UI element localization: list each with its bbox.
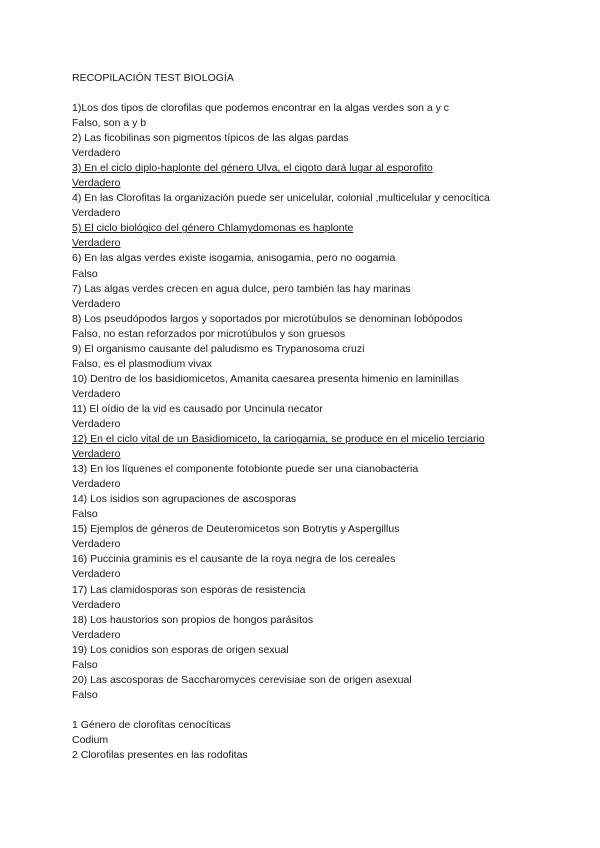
text-line: Verdadero [72,448,121,461]
text-line: Verdadero [72,147,121,160]
text-line: 14) Los isidios son agrupaciones de ascosporas [72,493,297,506]
text-line: Codium [72,733,109,746]
blank-line [72,703,542,718]
text-line: 4) En las Clorofitas la organización puede ser unicelular, colonial ,multicelular y cenocítica [72,192,490,205]
text-line: 2 Clorofilas presentes en las rodofitas [72,749,248,762]
text-line: 8) Los pseudópodos largos y soportados por microtúbulos se denominan lobópodos [72,312,463,325]
text-line: 18) Los haustorios son propios de hongos parásitos [72,613,314,626]
text-line: Verdadero [72,237,121,250]
text-line: 1)Los dos tipos de clorofilas que podemos encontrar en la algas verdes son a y c [72,102,450,114]
text-line: Verdadero [72,387,121,400]
text-line: Verdadero [72,538,121,551]
text-line: 6) En las algas verdes existe isogamia, anisogamia, pero no oogamia [72,252,396,265]
text-line: Verdadero [72,417,121,430]
text-line: Verdadero [72,628,121,641]
text-line: Falso, no estan reforzados por microtúbulos y son gruesos [72,327,346,340]
text-line: 2) Las ficobilinas son pigmentos típicos de las algas pardas [72,132,349,145]
text-line: 16) Puccinia graminis es el causante de la roya negra de los cereales [72,553,396,566]
text-line: 7) Las algas verdes crecen en agua dulce, pero también las hay marinas [72,282,411,295]
text-line: Verdadero [72,598,121,611]
text-line: 1 Género de clorofitas cenocíticas [72,718,231,731]
text-line: 5) El ciclo biológico del género Chlamydomonas es haplonte [72,222,354,235]
text-line: Falso [72,267,98,280]
text-line: 10) Dentro de los basidiomicetos, Amanita caesarea presenta himenio en laminillas [72,372,459,385]
text-line: 19) Los conidios son esporas de origen sexual [72,643,289,656]
text-line: 3) En el ciclo diplo-haplonte del género Ulva, el cigoto dará lugar al esporofito [72,162,433,175]
text-line: Verdadero [72,297,121,310]
text-line: 20) Las ascosporas de Saccharomyces cerevisiae son de origen asexual [72,673,412,686]
text-line: Verdadero [72,207,121,220]
text-line: 15) Ejemplos de géneros de Deuteromicetos son Botrytis y Aspergillus [72,523,400,536]
text-line: Falso [72,508,98,521]
document-title: RECOPILACIÓN TEST BIOLOGÍA [72,72,234,84]
text-line: 17) Las clamidosporas son esporas de resistencia [72,583,306,596]
text-line: Falso, es el plasmodium vivax [72,357,213,370]
text-line: Falso [72,658,98,671]
text-line: 12) En el ciclo vital de un Basidiomiceto, la cariogamia, se produce en el micelio terciario [72,433,485,446]
text-line: Falso, son a y b [72,117,147,130]
text-line: 13) En los líquenes el componente fotobionte puede ser una cianobacteria [72,463,419,476]
text-line: 9) El organismo causante del paludismo es Trypanosoma cruzi [72,342,365,355]
text-line: Verdadero [72,478,121,491]
document-body [72,101,542,763]
text-line: 11) El oídio de la vid es causado por Uncinula necator [72,402,323,415]
text-line: Falso [72,688,98,701]
text-line: Verdadero [72,177,121,190]
text-line: Verdadero [72,568,121,581]
